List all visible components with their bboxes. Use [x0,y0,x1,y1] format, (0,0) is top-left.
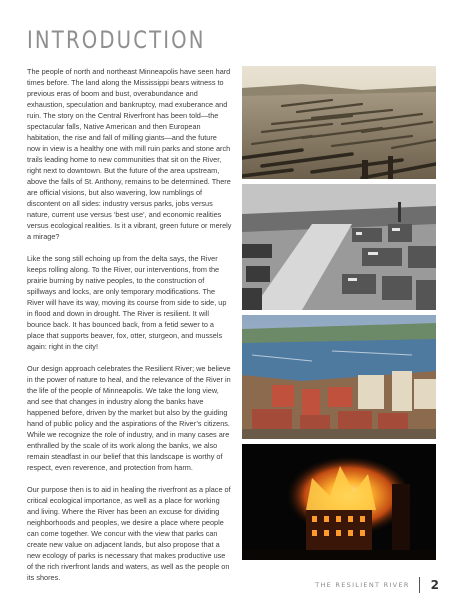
paragraph-1: The people of north and northeast Minneapolis have seen hard times before. The land along the Mississippi bears witness to previous eras of boom and bust, overabundance and exhaustion, speculation and bankruptcy, mad exuberance and ruin. The story on the Central Riverfront has been told—the spectacular falls, Native American and then European habitation, the rise and fall of milling giants—and the future now in view is a healthy one with mill ruin parks and stone arch trails leading home to new communities that sit on the River, right next to downtown. But the future of the area upstream, above the falls of St. Anthony, remains to be determined. There are official visions, but also wavering, low rumblings of discontent on all sides: industry versus parks, jobs versus nature, current use versus ‘best use’, and economic realities versus ecological realities. Is it a vibrant, green future or merely a mirage? [27,67,232,241]
footer-label: THE RESILIENT RIVER [315,581,410,589]
body-text [27,66,232,594]
paragraph-2: Like the song still echoing up from the delta says, the River keeps rolling along. To the River, our interventions, from the prairie burning by native peoples, to the construction of spillways and locks, are only temporary modifications. The River will have its way, moving its course from side to side, up in flood and down in drought. The River is resilient. It will bounce back. It has bounced back, from a fetid sewer to a place that supports beaver, fox, otter, sturgeon, and mussels again: right in the city! [27,254,227,351]
paragraph-3: Our design approach celebrates the Resilient River; we believe in the power of nature to heal, and the relevance of the River in the life of the people of Minneapolis. We take the long view, and see that changes in industry along the banks have happened before, driven by the market but also by the guiding hand of public policy and the aspirations of the River’s citizens. While we recognize the role of industry, and in many cases are enthralled by the scale of its work along the banks, we also remain steadfast in our belief that this landscape is worthy of respect, even reverence, and protection from harm. [27,364,231,472]
aerial-riverfront-photo [242,184,436,310]
footer-divider [419,577,420,593]
paragraph-4: Our purpose then is to aid in healing the riverfront as a place of critical ecological importance, as well as a place for working and living. Where the River has been an excuse for dividing neighborhoods and peoples, we desire a place where people can come together. We concur with the view that parks can create new value on adjacent lands, but also propose that a new ecology of parks is necessary that makes productive use of the rich riverfront lands and waters, as well as the people on its shores. [27,485,231,582]
mill-fire-photo [242,444,436,560]
riverfront-painting [242,315,436,439]
page-footer [315,574,439,596]
page-number: 2 [430,578,439,592]
log-jam-photo [242,66,436,179]
page-title: INTRODUCTION [27,26,206,54]
